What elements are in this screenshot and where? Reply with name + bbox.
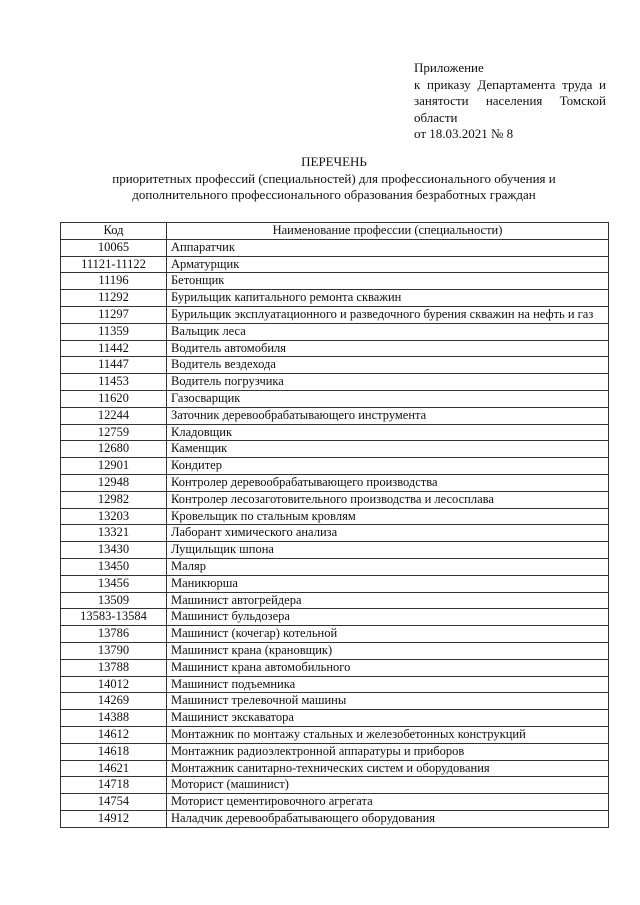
table-row — [61, 794, 609, 811]
profession-name: Машинист подъемника — [167, 676, 609, 693]
profession-name: Монтажник санитарно-технических систем и оборудования — [167, 760, 609, 777]
profession-code: 14618 — [61, 743, 167, 760]
table-row — [61, 760, 609, 777]
profession-name: Кондитер — [167, 458, 609, 475]
profession-code: 14621 — [61, 760, 167, 777]
profession-code: 11292 — [61, 290, 167, 307]
profession-name: Лущильщик шпона — [167, 542, 609, 559]
table-row — [61, 575, 609, 592]
profession-code: 11447 — [61, 357, 167, 374]
profession-name: Машинист крана (крановщик) — [167, 642, 609, 659]
table-row — [61, 340, 609, 357]
profession-name: Лаборант химического анализа — [167, 525, 609, 542]
profession-name: Газосварщик — [167, 390, 609, 407]
profession-code: 11196 — [61, 273, 167, 290]
profession-name: Моторист (машинист) — [167, 777, 609, 794]
profession-name: Каменщик — [167, 441, 609, 458]
profession-name: Маникюрша — [167, 575, 609, 592]
profession-code: 13583-13584 — [61, 609, 167, 626]
profession-name: Машинист экскаватора — [167, 710, 609, 727]
profession-code: 13430 — [61, 542, 167, 559]
profession-code: 11453 — [61, 374, 167, 391]
profession-code: 14388 — [61, 710, 167, 727]
table-row — [61, 458, 609, 475]
profession-name: Кладовщик — [167, 424, 609, 441]
table-row — [61, 659, 609, 676]
appendix-line: области — [414, 109, 458, 125]
table-row — [61, 777, 609, 794]
title-subtitle-line: приоритетных профессий (специальностей) для профессионального обучения и — [112, 170, 556, 186]
table-row — [61, 642, 609, 659]
table-row — [61, 474, 609, 491]
table-row — [61, 743, 609, 760]
appendix-date-number: от 18.03.2021 № 8 — [414, 126, 514, 141]
table-row — [61, 357, 609, 374]
profession-code: 13509 — [61, 592, 167, 609]
profession-name: Моторист цементировочного агрегата — [167, 794, 609, 811]
table-row — [61, 592, 609, 609]
profession-code: 11442 — [61, 340, 167, 357]
table-header-row — [61, 223, 609, 240]
profession-name: Контролер лесозаготовительного производства и лесосплава — [167, 491, 609, 508]
title-subtitle-line: дополнительного профессионального образования безработных граждан — [132, 187, 536, 202]
table-body — [61, 239, 609, 827]
title-heading: ПЕРЕЧЕНЬ — [301, 154, 367, 169]
profession-code: 12982 — [61, 491, 167, 508]
table-row — [61, 726, 609, 743]
profession-name: Машинист (кочегар) котельной — [167, 626, 609, 643]
profession-name: Маляр — [167, 558, 609, 575]
table-row — [61, 407, 609, 424]
profession-name: Водитель погрузчика — [167, 374, 609, 391]
profession-name: Вальщик леса — [167, 323, 609, 340]
table-row — [61, 239, 609, 256]
table-row — [61, 810, 609, 827]
table-row — [61, 491, 609, 508]
profession-code: 13790 — [61, 642, 167, 659]
profession-name: Контролер деревообрабатывающего производства — [167, 474, 609, 491]
profession-name: Машинист трелевочной машины — [167, 693, 609, 710]
table-row — [61, 273, 609, 290]
profession-name: Монтажник по монтажу стальных и железобетонных конструкций — [167, 726, 609, 743]
table-row — [61, 306, 609, 323]
profession-name: Водитель вездехода — [167, 357, 609, 374]
profession-code: 13788 — [61, 659, 167, 676]
profession-code: 13203 — [61, 508, 167, 525]
profession-code: 11359 — [61, 323, 167, 340]
profession-code: 13321 — [61, 525, 167, 542]
table-row — [61, 542, 609, 559]
profession-name: Монтажник радиоэлектронной аппаратуры и приборов — [167, 743, 609, 760]
profession-code: 11121-11122 — [61, 256, 167, 273]
profession-name: Заточник деревообрабатывающего инструмента — [167, 407, 609, 424]
table-row — [61, 256, 609, 273]
table-row — [61, 374, 609, 391]
table-row — [61, 424, 609, 441]
profession-code: 13456 — [61, 575, 167, 592]
profession-code: 11297 — [61, 306, 167, 323]
profession-name: Кровельщик по стальным кровлям — [167, 508, 609, 525]
table-row — [61, 609, 609, 626]
table-row — [61, 558, 609, 575]
profession-code: 13450 — [61, 558, 167, 575]
appendix-line: Приложение — [414, 60, 484, 75]
profession-code: 12948 — [61, 474, 167, 491]
profession-name: Машинист крана автомобильного — [167, 659, 609, 676]
table-row — [61, 508, 609, 525]
document-title — [60, 154, 608, 204]
profession-name: Бетонщик — [167, 273, 609, 290]
profession-code: 14754 — [61, 794, 167, 811]
profession-code: 14612 — [61, 726, 167, 743]
profession-name: Арматурщик — [167, 256, 609, 273]
profession-code: 14012 — [61, 676, 167, 693]
column-header-name: Наименование профессии (специальности) — [167, 223, 609, 240]
table-row — [61, 525, 609, 542]
profession-code: 12244 — [61, 407, 167, 424]
profession-name: Водитель автомобиля — [167, 340, 609, 357]
profession-code: 12901 — [61, 458, 167, 475]
profession-code: 10065 — [61, 239, 167, 256]
table-row — [61, 441, 609, 458]
table-row — [61, 390, 609, 407]
profession-code: 11620 — [61, 390, 167, 407]
profession-name: Бурильщик эксплуатационного и разведочного бурения скважин на нефть и газ — [167, 306, 609, 323]
table-row — [61, 290, 609, 307]
table-row — [61, 710, 609, 727]
column-header-code: Код — [61, 223, 167, 240]
table-row — [61, 676, 609, 693]
profession-name: Машинист автогрейдера — [167, 592, 609, 609]
profession-name: Наладчик деревообрабатывающего оборудования — [167, 810, 609, 827]
table-row — [61, 693, 609, 710]
profession-code: 12759 — [61, 424, 167, 441]
table-row — [61, 626, 609, 643]
appendix-block — [414, 60, 606, 143]
profession-code: 12680 — [61, 441, 167, 458]
profession-code: 14912 — [61, 810, 167, 827]
professions-table — [60, 222, 609, 828]
table-row — [61, 323, 609, 340]
profession-code: 14718 — [61, 777, 167, 794]
profession-code: 14269 — [61, 693, 167, 710]
appendix-line: к приказу Департамента труда и — [414, 76, 606, 92]
profession-name: Аппаратчик — [167, 239, 609, 256]
profession-code: 13786 — [61, 626, 167, 643]
appendix-line: занятости населения Томской — [414, 93, 606, 108]
profession-name: Машинист бульдозера — [167, 609, 609, 626]
profession-name: Бурильщик капитального ремонта скважин — [167, 290, 609, 307]
